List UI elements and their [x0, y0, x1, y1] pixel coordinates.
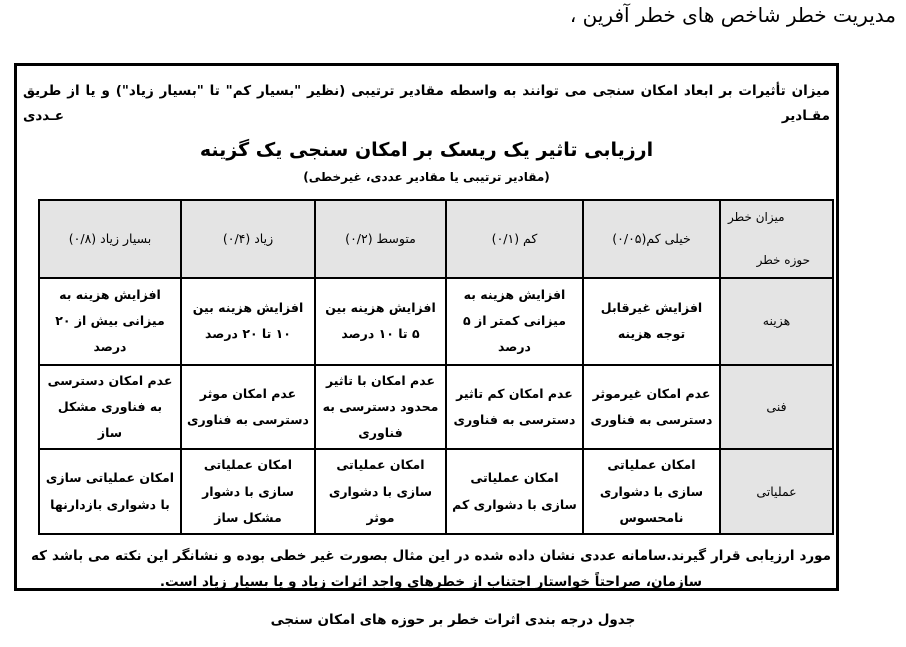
risk-cell: عدم امکان غیرموثر دسترسی به فناوری: [583, 365, 720, 450]
intro-emphasis-line: ارزیابی تاثیر یک ریسک بر امکان سنجی یک گزینه: [199, 138, 654, 161]
row-label-technical: فنی: [720, 365, 833, 450]
footer-paragraph: مورد ارزیابی قرار گیرند.سامانه عددی نشان داده شده در این مثال بصورت غیر خطی بوده و نشانگر این نکته می باشد که سازمان، صراحتاً خواستار اجتناب از خطرهای واجد اثرات زیاد و یا بسیار زیاد است.: [31, 548, 831, 590]
risk-cell: عدم امکان کم تاثیر دسترسی به فناوری: [446, 365, 583, 450]
risk-cell: عدم امکان موثر دسترسی به فناوری: [181, 365, 315, 450]
table-header-row: [39, 200, 833, 278]
table-row-operational: [39, 449, 833, 534]
table-row-cost: [39, 278, 833, 365]
column-header-very-high: بسیار زیاد (۰/۸): [39, 200, 181, 278]
risk-cell: افزایش هزینه بین ۵ تا ۱۰ درصد: [315, 278, 446, 365]
page-title: مدیریت خطر شاخص های خطر آفرین ،: [569, 3, 896, 27]
intro-paragraph-line: میزان تأثیرات بر ابعاد امکان سنجی می توانند به واسطه مقادیر ترتیبی (نظیر "بسیار کم" تا "بسیار زیاد") و یا از طریق مقـادیر عـددی: [23, 83, 830, 124]
row-label-operational: عملیاتی: [720, 449, 833, 534]
risk-cell: افزایش هزینه به میزانی بیش از ۲۰ درصد: [39, 278, 181, 365]
risk-cell: عدم امکان دسترسی به فناوری مشکل ساز: [39, 365, 181, 450]
risk-cell: امکان عملیاتی سازی با دشواری موثر: [315, 449, 446, 534]
row-label-cost: هزینه: [720, 278, 833, 365]
risk-cell: افزایش غیرقابل توجه هزینه: [583, 278, 720, 365]
corner-cell: [720, 200, 833, 278]
column-header-high: زیاد (۰/۴): [181, 200, 315, 278]
risk-cell: افزایش هزینه به میزانی کمتر از ۵ درصد: [446, 278, 583, 365]
column-header-low: کم (۰/۱): [446, 200, 583, 278]
risk-cell: امکان عملیاتی سازی با دشوار مشکل ساز: [181, 449, 315, 534]
risk-cell: امکان عملیاتی سازی با دشواری کم: [446, 449, 583, 534]
corner-label-risk-level: میزان خطر: [728, 209, 785, 224]
risk-cell: امکان عملیاتی سازی با دشواری بازدارنها: [39, 449, 181, 534]
content-box: [14, 63, 839, 591]
risk-cell: امکان عملیاتی سازی با دشواری نامحسوس: [583, 449, 720, 534]
table-caption: جدول درجه بندی اثرات خطر بر حوزه های امکان سنجی: [270, 612, 636, 628]
table-row-technical: [39, 365, 833, 450]
risk-impact-table: [38, 199, 834, 536]
column-header-very-low: خیلی کم(۰/۰۵): [583, 200, 720, 278]
corner-label-risk-area: حوزه خطر: [756, 252, 810, 267]
intro-parenthetical-line: (مقادیر ترتیبی یا مقادیر عددی، غیرخطی): [303, 170, 550, 185]
column-header-medium: متوسط (۰/۲): [315, 200, 446, 278]
risk-cell: عدم امکان با تاثیر محدود دسترسی به فناوری: [315, 365, 446, 450]
risk-cell: افزایش هزینه بین ۱۰ تا ۲۰ درصد: [181, 278, 315, 365]
